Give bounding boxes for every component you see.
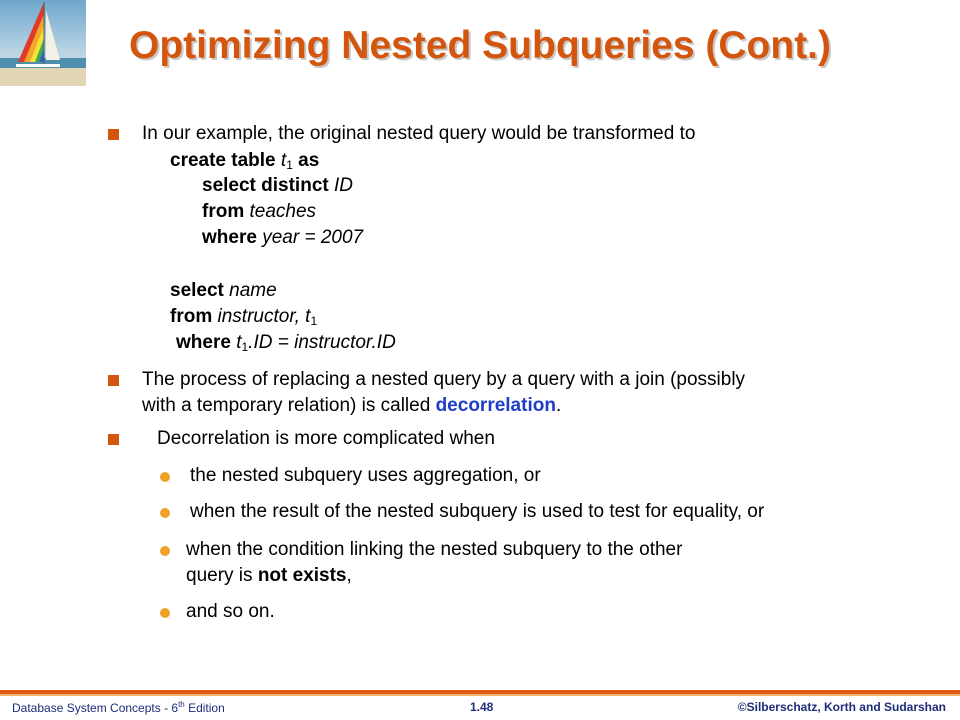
- where-condition: year = 2007: [262, 227, 364, 248]
- where-t-var: t: [236, 332, 242, 353]
- query1-line-from: [202, 200, 316, 224]
- footer-page-number: 1.48: [470, 700, 494, 714]
- bullet-square-icon: [108, 129, 119, 140]
- sub-item-3-post: ,: [346, 565, 352, 586]
- select-attr-2: name: [229, 280, 277, 301]
- sub-item-3-pre: query is: [186, 565, 253, 586]
- decorrelation-term: decorrelation: [435, 395, 556, 416]
- bullet-3-text: Decorrelation is more complicated when: [157, 428, 495, 449]
- sub-item-3-line-2: [186, 564, 352, 588]
- from-relations-2: instructor, t: [217, 306, 311, 327]
- query2-line-select: [170, 279, 277, 303]
- kw-as: as: [298, 150, 320, 171]
- kw-from: from: [202, 201, 245, 222]
- query2-line-where: [176, 331, 396, 355]
- bullet-1-intro: In our example, the original nested query would be transformed to: [142, 123, 696, 144]
- bullet-2-pre: with a temporary relation) is called: [142, 395, 431, 416]
- bullet-dot-icon: [160, 508, 170, 518]
- kw-select-distinct: select distinct: [202, 175, 329, 196]
- bullet-square-icon: [108, 375, 119, 386]
- select-attr: ID: [334, 175, 353, 196]
- bullet-2-post: .: [555, 395, 562, 416]
- not-exists-term: not exists: [257, 565, 347, 586]
- kw-select: select: [170, 280, 224, 301]
- bullet-2-line-1: The process of replacing a nested query by a query with a join (possibly: [142, 369, 746, 390]
- footer-book-title: Database System Concepts - 6: [12, 701, 179, 715]
- query1-line-where: [202, 226, 363, 250]
- kw-where-2: where: [176, 332, 231, 353]
- kw-from-2: from: [170, 306, 213, 327]
- footer-copyright: ©Silberschatz, Korth and Sudarshan: [737, 700, 946, 714]
- bullet-2-line-2: [142, 394, 561, 418]
- kw-where: where: [202, 227, 257, 248]
- bullet-dot-icon: [160, 472, 170, 482]
- footer-edition: Edition: [184, 701, 225, 715]
- from-relation: teaches: [249, 201, 317, 222]
- slide-title: Optimizing Nested Subqueries (Cont.): [128, 24, 832, 67]
- where-rest: .ID = instructor.ID: [248, 332, 396, 353]
- footer-divider-light: [0, 694, 960, 696]
- sub-item-4: and so on.: [186, 601, 275, 622]
- sub-item-1: the nested subquery uses aggregation, or: [190, 465, 541, 486]
- query1-line-create: [170, 149, 319, 173]
- sub-item-3-line-1: when the condition linking the nested subquery to the other: [186, 539, 683, 560]
- bullet-dot-icon: [160, 608, 170, 618]
- kw-create-table: create table: [170, 150, 276, 171]
- footer-edition-sup: th: [178, 700, 185, 709]
- sub-item-2: when the result of the nested subquery is used to test for equality, or: [190, 501, 765, 522]
- from-subscript: 1: [310, 314, 318, 328]
- query2-line-from: [170, 305, 317, 329]
- footer-left: [12, 700, 225, 715]
- t-var: t: [280, 150, 287, 171]
- bullet-dot-icon: [160, 546, 170, 556]
- t-subscript: 1: [286, 158, 293, 172]
- where-subscript: 1: [241, 340, 249, 354]
- bullet-square-icon: [108, 434, 119, 445]
- query1-line-select: [202, 174, 353, 198]
